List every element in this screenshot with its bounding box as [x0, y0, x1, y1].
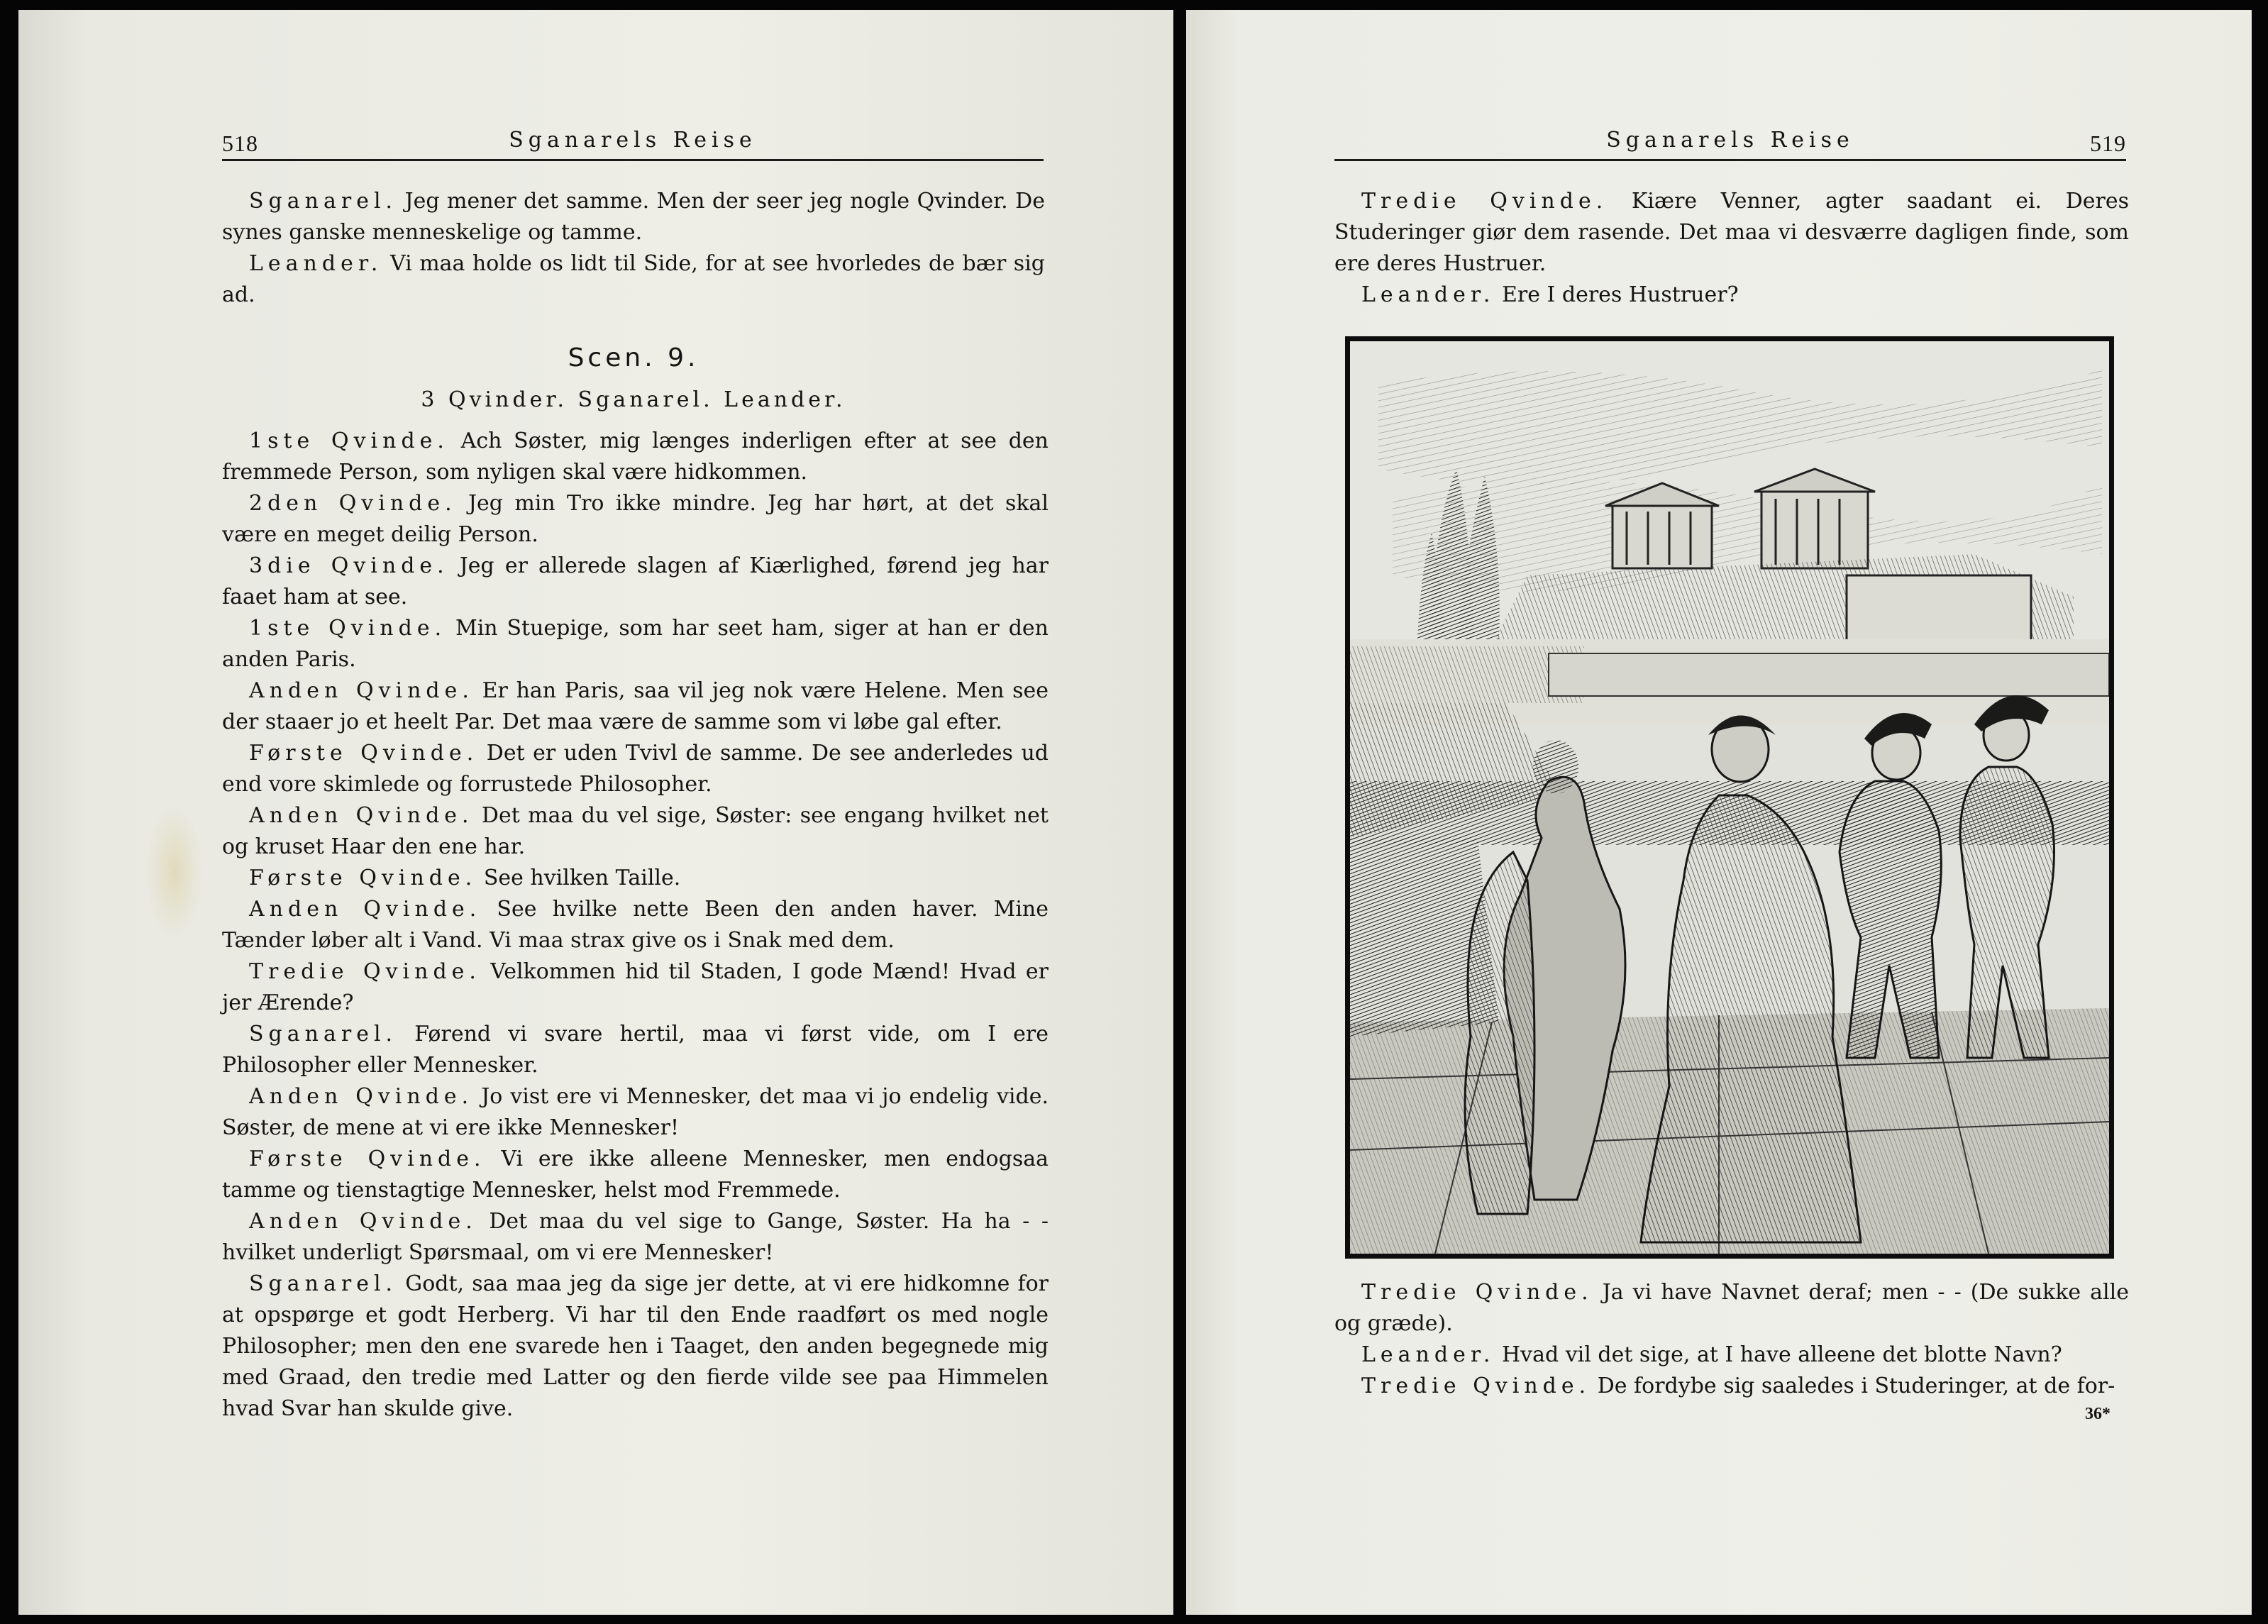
- dialogue-line: [1334, 1371, 2129, 1402]
- line-text: Ach Søster, mig længes inderligen efter at see den fremmede Person, som nyligen skal være hidkommen.: [222, 429, 1049, 485]
- speaker: 2den Qvinde.: [249, 491, 457, 516]
- right-running-title: Sganarels Reise: [1606, 128, 1854, 153]
- dialogue-line: [222, 1269, 1049, 1425]
- speaker: Anden Qvinde.: [249, 1084, 474, 1109]
- dialogue-line: [222, 1019, 1049, 1081]
- dialogue-line: [222, 1144, 1049, 1206]
- speaker: Leander.: [1361, 1342, 1495, 1367]
- right-bottom-dialogue: [1334, 1277, 2129, 1402]
- dialogue-line: [1334, 186, 2129, 280]
- right-top-dialogue: [1334, 186, 2129, 311]
- line-text: De fordybe sig saaledes i Studeringer, at de for-: [1591, 1374, 2115, 1398]
- dialogue-line: [222, 800, 1049, 863]
- line-text: Velkommen hid til Staden, I gode Mænd! Hvad er jer Ærende?: [222, 959, 1049, 1015]
- speaker: Første Qvinde.: [249, 866, 477, 890]
- engraving-illustration: [1350, 341, 2109, 1254]
- speaker: 3die Qvinde.: [249, 553, 449, 578]
- dialogue-line: [222, 551, 1049, 613]
- left-running-title: Sganarels Reise: [509, 128, 757, 153]
- line-text: Det er uden Tvivl de samme. De see anderledes ud end vore skimlede og forrustede Philosopher.: [222, 741, 1049, 797]
- line-text: Vi maa holde os lidt til Side, for at see hvorledes de bær sig ad.: [222, 251, 1045, 307]
- dialogue-line: [222, 738, 1049, 800]
- speaker: Første Qvinde.: [249, 741, 479, 766]
- dialogue-line: [222, 426, 1049, 488]
- speaker: Anden Qvinde.: [249, 803, 474, 828]
- line-text: Jeg mener det samme. Men der seer jeg nogle Qvinder. De synes ganske menneskelige og tamme.: [222, 189, 1045, 245]
- dialogue-line: [222, 248, 1045, 311]
- speaker: Tredie Qvinde.: [1361, 1280, 1593, 1305]
- speaker: Anden Qvinde.: [249, 1209, 477, 1234]
- speaker: Sganarel.: [249, 1022, 398, 1046]
- line-text: Kiære Venner, agter saadant ei. Deres Studeringer giør dem rasende. Det maa vi desværre dagligen finde, som ere deres Hustruer.: [1334, 189, 2130, 276]
- dialogue-line: [1334, 280, 2129, 311]
- line-text: Det maa du vel sige to Gange, Søster. Ha ha - - hvilket underligt Spørsmaal, om vi ere Mennesker!: [222, 1209, 1049, 1265]
- line-text: Jeg min Tro ikke mindre. Jeg har hørt, at det skal være en meget deilig Person.: [222, 491, 1049, 547]
- line-text: Hvad vil det sige, at I have alleene det blotte Navn?: [1495, 1342, 2062, 1367]
- dialogue-line: [222, 613, 1049, 675]
- line-text: Min Stuepige, som har seet ham, siger at han er den anden Paris.: [222, 616, 1049, 672]
- line-text: Jeg er allerede slagen af Kiærlighed, førend jeg har faaet ham at see.: [222, 553, 1049, 609]
- line-text: Ja vi have Navnet deraf; men - - (De sukke alle og græde).: [1334, 1280, 2129, 1336]
- speaker: Leander.: [249, 251, 383, 276]
- line-text: Godt, saa maa jeg da sige jer dette, at vi ere hidkomne for at opspørge et godt Herberg. Vi har til den Ende raadført os med nogle Philosopher; men den ene svarede hen i Taaget, den anden begegnede mig med Graad, den tredie med Latter og den fierde vilde see paa Himmelen hvad Svar han skulde give.: [222, 1271, 1049, 1421]
- illustration-plate: [1345, 336, 2114, 1259]
- dialogue-line: [222, 488, 1049, 551]
- speaker: Første Qvinde.: [249, 1147, 486, 1171]
- right-page-number: 519: [2090, 131, 2126, 156]
- line-text: See hvilke nette Been den anden haver. Mine Tænder løber alt i Vand. Vi maa strax give os i Snak med dem.: [222, 897, 1049, 953]
- dialogue-line: [1334, 1339, 2129, 1371]
- line-text: Er han Paris, saa vil jeg nok være Helene. Men see der staaer jo et heelt Par. Det maa være de samme som vi løbe gal efter.: [222, 678, 1049, 734]
- paper-stain: [146, 805, 203, 939]
- line-text: Jo vist ere vi Mennesker, det maa vi jo endelig vide. Søster, de mene at vi ere ikke Mennesker!: [222, 1084, 1049, 1140]
- dialogue-line: [222, 1081, 1049, 1144]
- speaker: Tredie Qvinde.: [1361, 1374, 1591, 1398]
- left-running-head: [222, 128, 1044, 161]
- signature-mark: 36*: [2085, 1405, 2111, 1423]
- dialogue-line: [222, 863, 1049, 894]
- dialogue-line: [222, 186, 1045, 248]
- speaker: 1ste Qvinde.: [249, 429, 449, 453]
- dialogue-line: [1334, 1277, 2129, 1339]
- dialogue-line: [222, 956, 1049, 1019]
- speaker: Sganarel.: [249, 189, 398, 214]
- speaker: Anden Qvinde.: [249, 678, 474, 703]
- speaker: Leander.: [1361, 282, 1495, 307]
- speaker: Tredie Qvinde.: [1361, 189, 1608, 214]
- scene-title: Scen. 9.: [568, 343, 699, 372]
- left-top-dialogue: [222, 186, 1045, 311]
- right-running-head: [1334, 128, 2126, 161]
- speaker: 1ste Qvinde.: [249, 616, 447, 641]
- line-text: Ere I deres Hustruer?: [1495, 282, 1739, 307]
- line-text: Førend vi svare hertil, maa vi først vide, om I ere Philosopher eller Mennesker.: [222, 1022, 1049, 1078]
- scene-cast: 3 Qvinder. Sganarel. Leander.: [421, 387, 846, 412]
- dialogue-line: [222, 1206, 1049, 1269]
- scene-dialogue: [222, 426, 1049, 1425]
- line-text: Det maa du vel sige, Søster: see engang hvilket net og kruset Haar den ene har.: [222, 803, 1049, 859]
- left-page-number: 518: [222, 131, 258, 156]
- speaker: Tredie Qvinde.: [249, 959, 481, 984]
- speaker: Sganarel.: [249, 1271, 398, 1296]
- speaker: Anden Qvinde.: [249, 897, 482, 922]
- dialogue-line: [222, 675, 1049, 738]
- dialogue-line: [222, 894, 1049, 956]
- line-text: See hvilken Taille.: [477, 866, 681, 890]
- line-text: Vi ere ikke alleene Mennesker, men endogsaa tamme og tienstagtige Mennesker, helst mod Fremmede.: [222, 1147, 1049, 1203]
